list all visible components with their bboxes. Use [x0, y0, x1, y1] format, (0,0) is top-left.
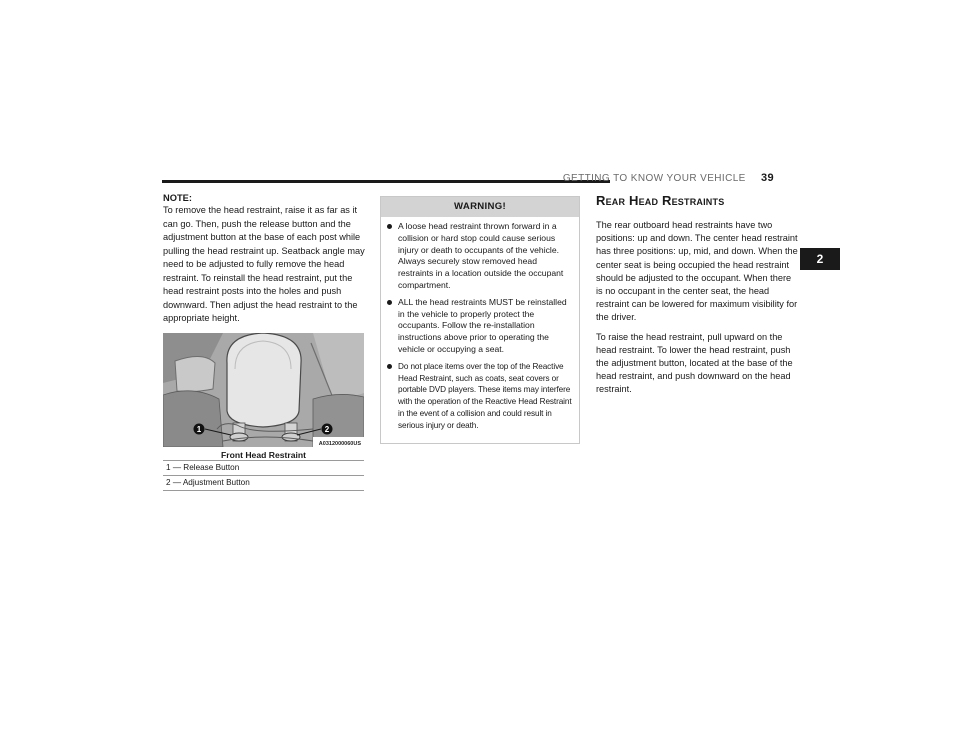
note-label: NOTE:	[163, 193, 192, 203]
warning-box	[380, 196, 580, 444]
image-code: A0312000060US	[318, 441, 361, 447]
rear-paragraph-adjust: To raise the head restraint, pull upward on the head restraint. To lower the head restraint, push the adjustment button, located at the base of the head restraint, and push downward on the head restraint.	[596, 331, 793, 395]
rear-paragraph-positions: The rear outboard head restraints have two positions: up and down. The center head restraint has three positions: up, mid, and down. When the center seat is being occupied the head restraint should be adjusted to the occupant. When there is no occupant in the center seat, the head restraint can be lowered for maximum visibility for the driver.	[596, 220, 798, 323]
warning-item	[387, 361, 573, 432]
figure-legend	[163, 460, 364, 491]
callout-1: 1	[196, 425, 202, 434]
warning-title: WARNING!	[381, 197, 579, 217]
head-restraint-illustration	[163, 333, 364, 447]
rear-head-restraints-section	[596, 193, 799, 403]
section-title: GETTING TO KNOW YOUR VEHICLE	[562, 173, 746, 184]
page-number: 39	[760, 172, 774, 184]
warning-item-text: A loose head restraint thrown forward in a collision or hard stop could cause serious injury or death to occupants of the vehicle. Always securely stow removed head restraints in a location outside the occupant compartment.	[398, 221, 564, 290]
warning-item-text: Do not place items over the top of the Reactive Head Restraint, such as coats, seat covers or portable DVD players. These items may interfere with the operation of the Reactive Head Restraint in the event of a collision and could result in serious injury or death.	[398, 361, 572, 430]
bullet-icon	[387, 224, 392, 229]
warning-item	[387, 221, 573, 292]
warning-item	[387, 297, 573, 356]
section-heading: Rear Head Restraints	[596, 193, 725, 208]
running-head	[563, 172, 774, 184]
note-column	[163, 192, 366, 326]
warning-item-text: ALL the head restraints MUST be reinstalled in the vehicle to properly protect the occupants. Follow the re-installation instructions above prior to operating the vehicle or occupying a seat.	[398, 296, 567, 354]
callout-2: 2	[324, 425, 330, 434]
note-text: To remove the head restraint, raise it as far as it can go. Then, push the release button and the adjustment button at the base of each post while pulling the head restraint up. Seatback angle may need to be adjusted to fully remove the head restraint. To reinstall the head restraint, put the head restraint posts into the holes and push downward. Then adjust the head restraint to the appropriate height.	[163, 205, 365, 323]
bullet-icon	[387, 300, 392, 305]
header-rule	[162, 180, 610, 183]
head-restraint-figure	[163, 333, 364, 447]
bullet-icon	[387, 364, 392, 369]
chapter-tab: 2	[800, 248, 840, 270]
warning-list	[387, 221, 573, 432]
legend-item-release-button: 1 — Release Button	[163, 460, 364, 476]
figure-caption: Front Head Restraint	[221, 450, 306, 460]
legend-item-adjustment-button: 2 — Adjustment Button	[163, 476, 364, 491]
